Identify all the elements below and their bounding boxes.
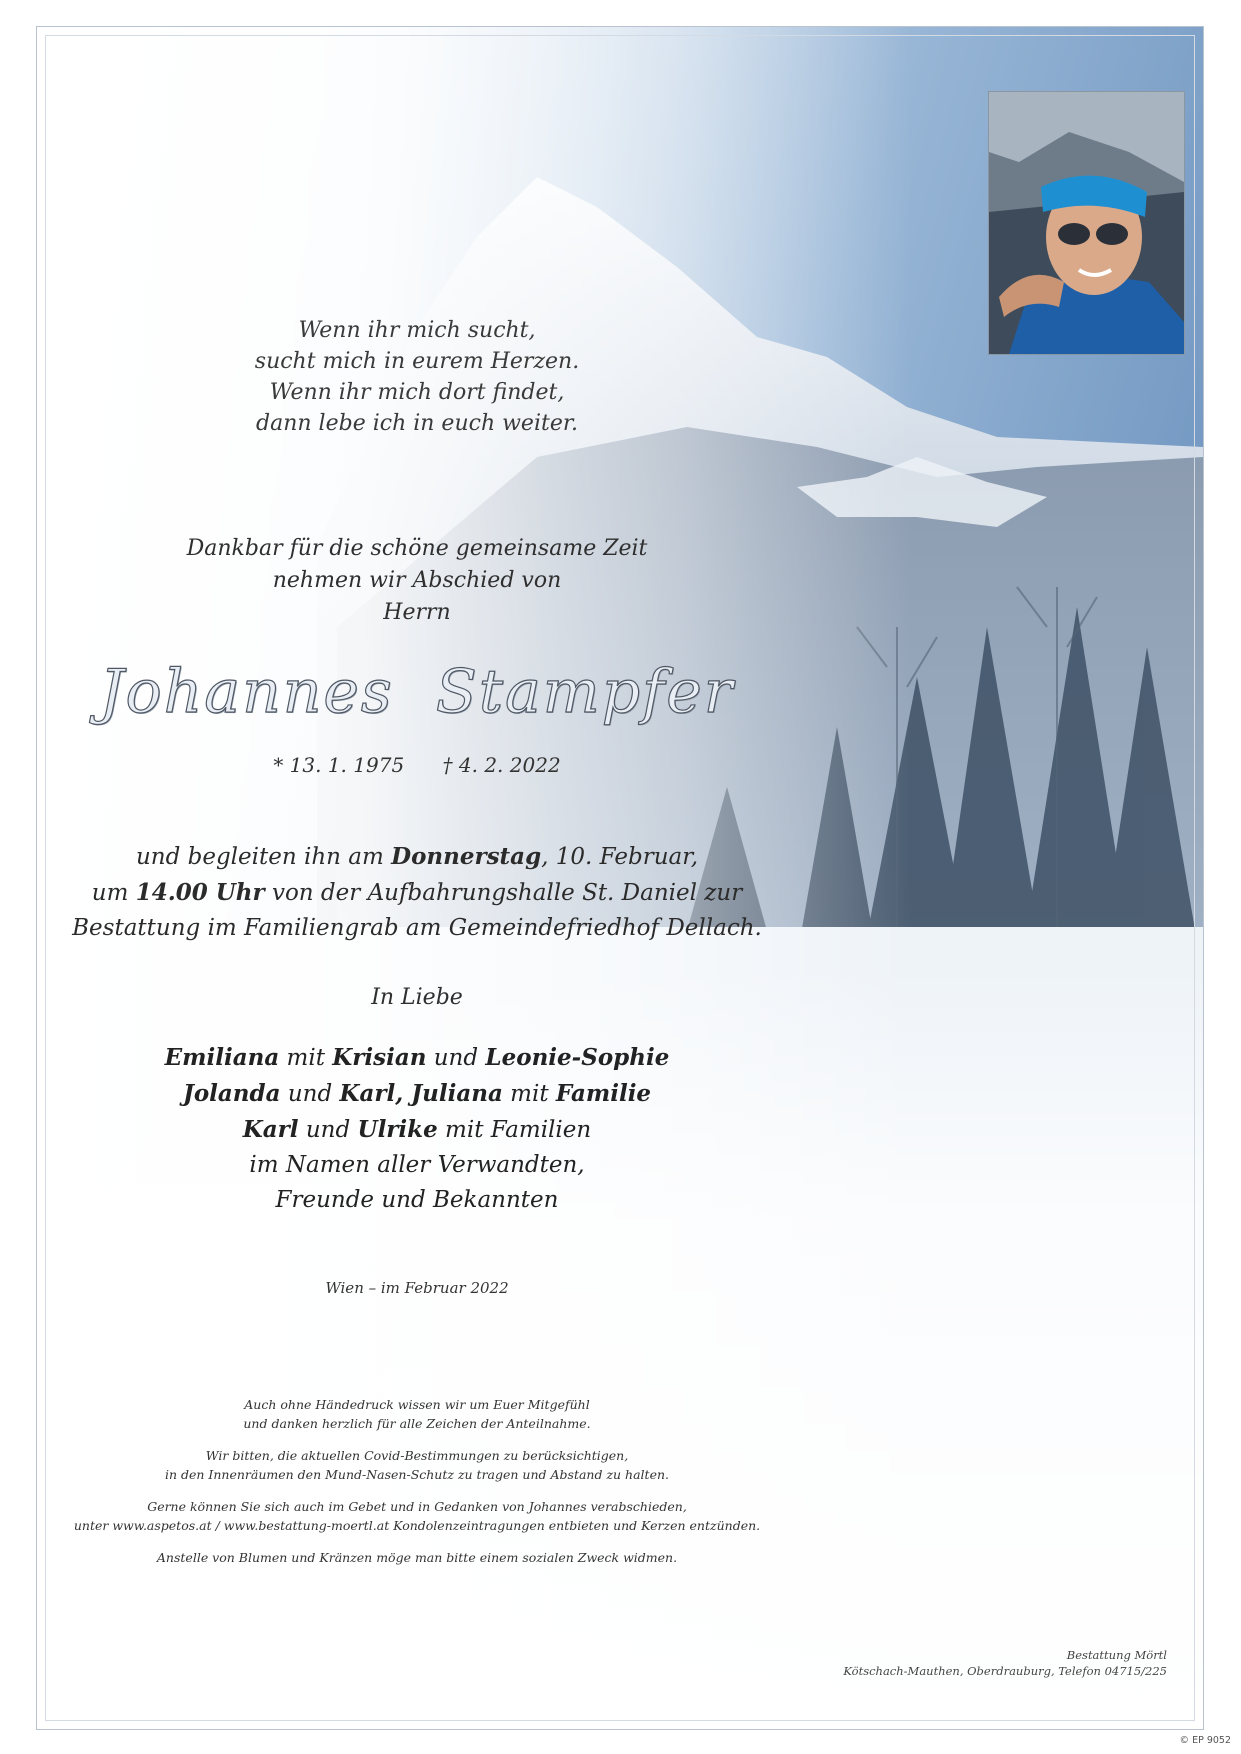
funeral-line: Bestattung im Familiengrab am Gemeindefriedhof Dellach.	[72, 915, 762, 941]
family-member: Karl, Juliana	[339, 1080, 503, 1107]
funeral-home-imprint	[843, 1647, 1167, 1679]
note-line: Gerne können Sie sich auch im Gebet und in Gedanken von Johannes verabschieden,	[147, 1499, 687, 1514]
family-conj: mit Familien	[437, 1117, 592, 1143]
note-paragraph	[37, 1548, 797, 1567]
family-line	[37, 1040, 797, 1076]
family-conj: und	[280, 1081, 340, 1107]
poem-line: dann lebe ich in euch weiter.	[256, 411, 578, 436]
note-line: in den Innenräumen den Mund-Nasen-Schutz zu tragen und Abstand zu halten.	[164, 1467, 670, 1482]
note-line: Wir bitten, die aktuellen Covid-Bestimmungen zu berücksichtigen,	[205, 1448, 629, 1463]
funeral-date: , 10. Februar,	[541, 844, 699, 870]
portrait-photo	[988, 91, 1185, 355]
funeral-line	[37, 875, 797, 911]
poem-line: sucht mich in eurem Herzen.	[254, 349, 580, 374]
note-line: Auch ohne Händedruck wissen wir um Euer Mitgefühl	[244, 1397, 590, 1412]
funeral-line	[37, 839, 797, 875]
funeral-day: Donnerstag	[391, 843, 542, 870]
family-member: Karl	[242, 1116, 299, 1143]
funeral-home-contact: Kötschach-Mauthen, Oberdrauburg, Telefon 04715/225	[843, 1664, 1167, 1678]
intro-line: nehmen wir Abschied von	[272, 568, 562, 593]
deceased-name: Johannes Stampfer	[99, 657, 735, 727]
place-and-date: Wien – im Februar 2022	[325, 1279, 509, 1297]
note-paragraph	[37, 1446, 797, 1484]
funeral-location: von der Aufbahrungshalle St. Daniel zur	[264, 880, 743, 906]
family-line	[37, 1076, 797, 1112]
funeral-text: um	[91, 880, 136, 906]
note-line: unter www.aspetos.at / www.bestattung-moertl.at Kondolenzeintragungen entbieten und Kerzen entzünden.	[73, 1518, 761, 1533]
family-line: Freunde und Bekannten	[275, 1187, 559, 1213]
note-paragraph	[37, 1395, 797, 1433]
family-conj: und	[426, 1045, 486, 1071]
funeral-details	[37, 839, 797, 946]
notes	[37, 1395, 797, 1580]
note-line: Anstelle von Blumen und Kränzen möge man bitte einem sozialen Zweck widmen.	[156, 1550, 678, 1565]
life-dates	[37, 753, 797, 777]
farewell-intro	[37, 533, 797, 629]
funeral-text: und begleiten ihn am	[135, 844, 392, 870]
family-signatures	[37, 1040, 797, 1218]
obituary-card	[36, 26, 1204, 1730]
note-paragraph	[37, 1497, 797, 1535]
family-conj: und	[298, 1117, 358, 1143]
funeral-time: 14.00 Uhr	[135, 879, 265, 906]
birth-date: * 13. 1. 1975	[273, 753, 405, 777]
poem-line: Wenn ihr mich dort findet,	[269, 380, 565, 405]
family-member: Leonie-Sophie	[485, 1044, 670, 1071]
family-line	[37, 1112, 797, 1148]
note-line: und danken herzlich für alle Zeichen der Anteilnahme.	[243, 1416, 591, 1431]
family-line: im Namen aller Verwandten,	[249, 1152, 585, 1178]
family-member: Jolanda	[182, 1080, 281, 1107]
poem	[37, 315, 797, 439]
family-member: Krisian	[332, 1044, 427, 1071]
family-member: Ulrike	[357, 1116, 438, 1143]
poem-line: Wenn ihr mich sucht,	[298, 318, 536, 343]
print-code: © EP 9052	[1179, 1735, 1231, 1746]
intro-line: Herrn	[383, 600, 451, 625]
family-member: Familie	[555, 1080, 652, 1107]
family-conj: mit	[279, 1045, 333, 1071]
intro-line: Dankbar für die schöne gemeinsame Zeit	[186, 536, 648, 561]
family-conj: mit	[502, 1081, 556, 1107]
funeral-home-name: Bestattung Mörtl	[1066, 1648, 1167, 1662]
family-member: Emiliana	[164, 1044, 280, 1071]
in-love-heading: In Liebe	[371, 985, 463, 1010]
death-date: † 4. 2. 2022	[442, 753, 561, 777]
